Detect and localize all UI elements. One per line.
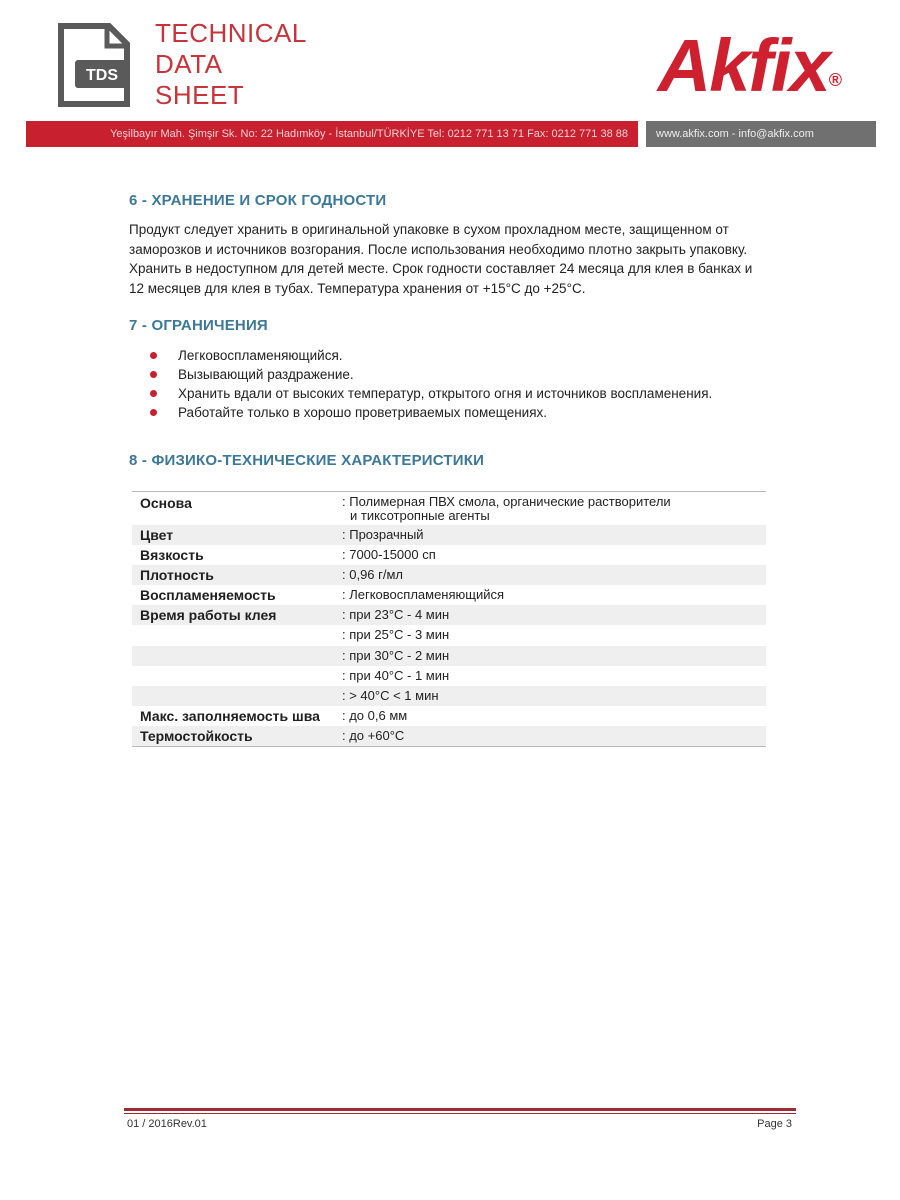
spec-value: : Прозрачный (342, 527, 424, 542)
table-row (132, 625, 766, 645)
spec-value: : > 40°С < 1 мин (342, 687, 439, 703)
bullet-icon (150, 409, 157, 416)
spec-key: Термостойкость (140, 727, 253, 744)
spec-value: : до 0,6 мм (342, 707, 408, 723)
spec-value: : 7000-15000 сп (342, 547, 436, 563)
spec-key: Вязкость (140, 547, 204, 564)
table-row (132, 726, 766, 746)
spec-value: : при 23°С - 4 мин (342, 607, 450, 623)
spec-key: Основа (140, 495, 192, 511)
spec-key: Макс. заполняемость шва (140, 707, 320, 724)
list-item-text: Вызывающий раздражение. (178, 367, 354, 382)
limits-list (150, 346, 712, 422)
storage-line: Хранить в недоступном для детей месте. Срок годности составляет 24 месяца для клея в банках и (129, 261, 753, 276)
list-item (150, 403, 712, 422)
tds-badge-text: TDS (86, 67, 118, 84)
spec-key: Воспламеняемость (140, 587, 276, 604)
section-title-storage: 6 - ХРАНЕНИЕ И СРОК ГОДНОСТИ (129, 192, 387, 209)
table-row (132, 686, 766, 706)
registered-mark: ® (828, 70, 842, 90)
section-title-specs: 8 - ФИЗИКО-ТЕХНИЧЕСКИЕ ХАРАКТЕРИСТИКИ (129, 452, 485, 469)
table-row (132, 565, 766, 585)
document-type-title (155, 18, 307, 111)
title-line-1: TECHNICAL (155, 18, 307, 48)
title-line-3: SHEET (155, 80, 245, 110)
tds-document-icon (57, 22, 131, 108)
table-row (132, 605, 766, 625)
spec-key (132, 666, 342, 686)
spec-value: : при 30°С - 2 мин (342, 647, 450, 663)
spec-value (342, 495, 766, 525)
list-item-text: Работайте только в хорошо проветриваемых помещениях. (178, 405, 548, 420)
spec-value-line-2: и тиксотропные агенты (350, 508, 490, 523)
spec-value: : 0,96 г/мл (342, 567, 404, 583)
table-row (132, 666, 766, 686)
band-divider (638, 121, 646, 147)
table-row (132, 706, 766, 726)
footer-rule-thin (124, 1113, 796, 1114)
address-text: Yeşilbayır Mah. Şimşir Sk. No: 22 Hadımköy - İstanbul/TÜRKİYE Tel: 0212 771 13 71 Fax: 0212 771 38 88 (26, 121, 638, 147)
table-row (132, 646, 766, 666)
table-row (132, 585, 766, 605)
list-item (150, 384, 712, 403)
spec-value-line-1: : Полимерная ПВХ смола, органические растворители (342, 494, 671, 509)
specs-table (132, 491, 766, 747)
section-title-limits: 7 - ОГРАНИЧЕНИЯ (129, 317, 268, 334)
brand-logo (658, 26, 842, 106)
bullet-icon (150, 371, 157, 378)
spec-value: : до +60°С (342, 727, 405, 743)
list-item-text: Легковоспламеняющийся. (178, 348, 343, 363)
spec-value: : при 25°С - 3 мин (342, 627, 450, 643)
storage-line: 12 месяцев для клея в тубах. Температура хранения от +15°С до +25°С. (129, 280, 586, 296)
page-number: Page 3 (757, 1118, 792, 1130)
title-line-2: DATA (155, 49, 223, 79)
contact-band (26, 121, 876, 147)
web-contact-text: www.akfix.com - info@akfix.com (646, 121, 876, 147)
spec-key (132, 686, 342, 706)
storage-line: Продукт следует хранить в оригинальной упаковке в сухом прохладном месте, защищенном от (129, 222, 729, 237)
storage-paragraph (129, 220, 809, 298)
list-item (150, 365, 712, 384)
table-row (132, 492, 766, 525)
spec-key (132, 625, 342, 645)
list-item (150, 346, 712, 365)
table-row (132, 525, 766, 545)
list-item-text: Хранить вдали от высоких температур, открытого огня и источников воспламенения. (178, 386, 713, 401)
revision-label: 01 / 2016Rev.01 (127, 1118, 207, 1130)
storage-line: заморозков и источников возгорания. После использования необходимо плотно закрыть упаковку. (129, 241, 748, 257)
spec-value: : Легковоспламеняющийся (342, 587, 505, 603)
table-row (132, 545, 766, 565)
spec-key (132, 646, 342, 666)
brand-name: Akfix (657, 24, 829, 107)
spec-value: : при 40°С - 1 мин (342, 667, 450, 683)
spec-key: Цвет (140, 527, 174, 543)
footer-rule-thick (124, 1108, 796, 1111)
bullet-icon (150, 390, 157, 397)
bullet-icon (150, 352, 157, 359)
spec-key: Время работы клея (140, 607, 277, 624)
spec-key: Плотность (140, 567, 214, 584)
